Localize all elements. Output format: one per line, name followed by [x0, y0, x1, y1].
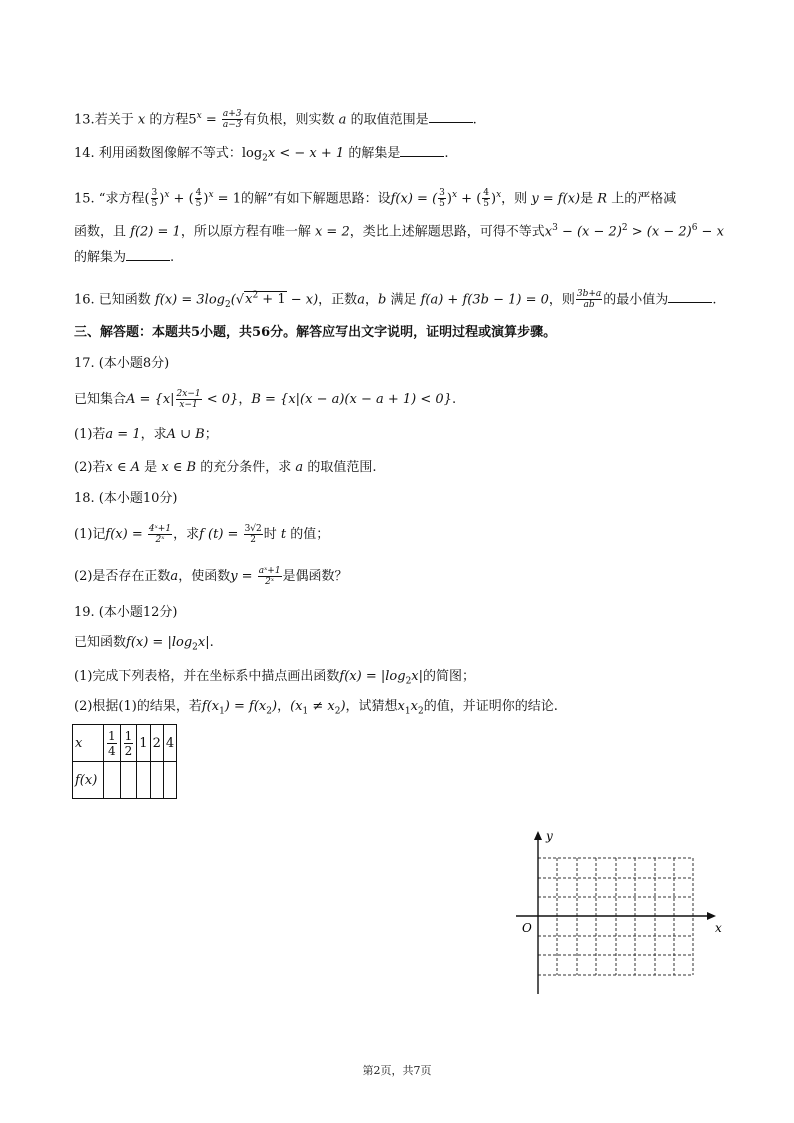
answer-blank — [429, 110, 473, 123]
question-17-line-2: (1)若a = 1，求A ∪ B； — [74, 427, 218, 442]
question-19-line-1: 已知函数$f(x) = |\log_2x|$. — [74, 635, 214, 653]
table-cell-empty[interactable] — [137, 762, 150, 799]
table-cell: $\frac{1}{2}$ — [120, 725, 137, 762]
question-16: 16. 已知函数 $f(x) = 3\log_2(√x^2 + 1 - x)$，正数a，b 满足 f(a) + f(3b − 1) = 0，则 $\frac{3b+a}{ab}$ 的最小值为 . — [74, 289, 717, 311]
value-table — [72, 724, 177, 799]
question-15-line-2: 函数，且 f(2) = 1，所以原方程有唯一解 x = 2，类比上述解题思路，可得不等式$x^3 - (x - 2)^2 > (x - 2)^6 - x$ — [74, 223, 724, 240]
table-cell: 1 — [137, 725, 150, 762]
answer-blank — [400, 144, 444, 157]
question-17-line-3: (2)若x ∈ A 是 x ∈ B 的充分条件，求 a 的取值范围. — [74, 460, 377, 475]
y-axis-arrow-icon — [534, 831, 542, 840]
table-row — [73, 725, 177, 762]
question-19-line-3: (2)根据(1)的结果，若$f(x_1) = f(x_2)$，$(x_1 \ne x_2)$，试猜想$x_1x_2$的值，并证明你的结论. — [74, 699, 558, 717]
page-footer: 第2页，共7页 — [362, 1064, 432, 1077]
question-18-line-2: (2)是否存在正数a，使函数y = $\frac{\text{aˣ+1}}{\text{2ˣ}}$ 是偶函数？ — [74, 566, 348, 587]
question-18-line-1: (1)记f(x) = $\frac{\text{4ˣ+1}}{\text{2ˣ}}$ ，求f (t) = $\frac{3√2}{2}$ 时 t 的值； — [74, 524, 330, 545]
table-cell-empty[interactable] — [163, 762, 176, 799]
origin-label: O — [522, 921, 532, 935]
coordinate-grid — [510, 826, 730, 998]
table-cell-empty[interactable] — [120, 762, 137, 799]
answer-blank — [668, 290, 712, 303]
table-header-fx: f(x) — [73, 762, 104, 799]
question-18-heading: 18. (本小题10分) — [74, 491, 178, 506]
table-cell: 4 — [163, 725, 176, 762]
section-3-heading: 三、解答题：本题共5小题，共56分。解答应写出文字说明，证明过程或演算步骤。 — [74, 325, 557, 340]
table-row — [73, 762, 177, 799]
table-cell-empty[interactable] — [104, 762, 121, 799]
table-cell: $\frac{1}{4}$ — [104, 725, 121, 762]
question-17-line-1: 已知集合A = {x| $\frac{2x-1}{x-1}$ < 0}，B = {x|(x − a)(x − a + 1) < 0}. — [74, 389, 457, 410]
question-14: 14. 利用函数图像解不等式：$\log_2x$ < − x + 1 的解集是 . — [74, 146, 449, 164]
table-cell: 2 — [150, 725, 163, 762]
question-15-line-1: 15. “求方程( $\frac{3}{5}$ )$^x$ + ( $\frac{4}{5}$ )$^x$ = 1的解”有如下解题思路：设f(x) = ( $\frac{3}{5}$ )$^x$ + ( $\frac{4}{5}$ )$^x$，则 y = f(x)是 R 上的严格减 — [74, 188, 677, 210]
x-axis-arrow-icon — [707, 912, 716, 920]
table-header-x: x — [73, 725, 104, 762]
x-axis-label: x — [715, 921, 722, 935]
question-17-heading: 17. (本小题8分) — [74, 356, 170, 371]
y-axis-label: y — [546, 829, 553, 843]
question-13: 13.若关于 x 的方程$5^x$ = $\frac{a+3}{a-3}$ 有负根，则实数 a 的取值范围是 . — [74, 109, 477, 131]
question-15-line-3: 的解集为 . — [74, 250, 175, 265]
question-19-line-2: (1)完成下列表格，并在坐标系中描点画出函数$f(x) = |\log_2x|$的简图； — [74, 669, 476, 687]
question-19-heading: 19. (本小题12分) — [74, 605, 178, 620]
table-cell-empty[interactable] — [150, 762, 163, 799]
fraction: $\frac{a+3}{a-3}$ — [222, 109, 242, 131]
answer-blank — [126, 248, 170, 261]
